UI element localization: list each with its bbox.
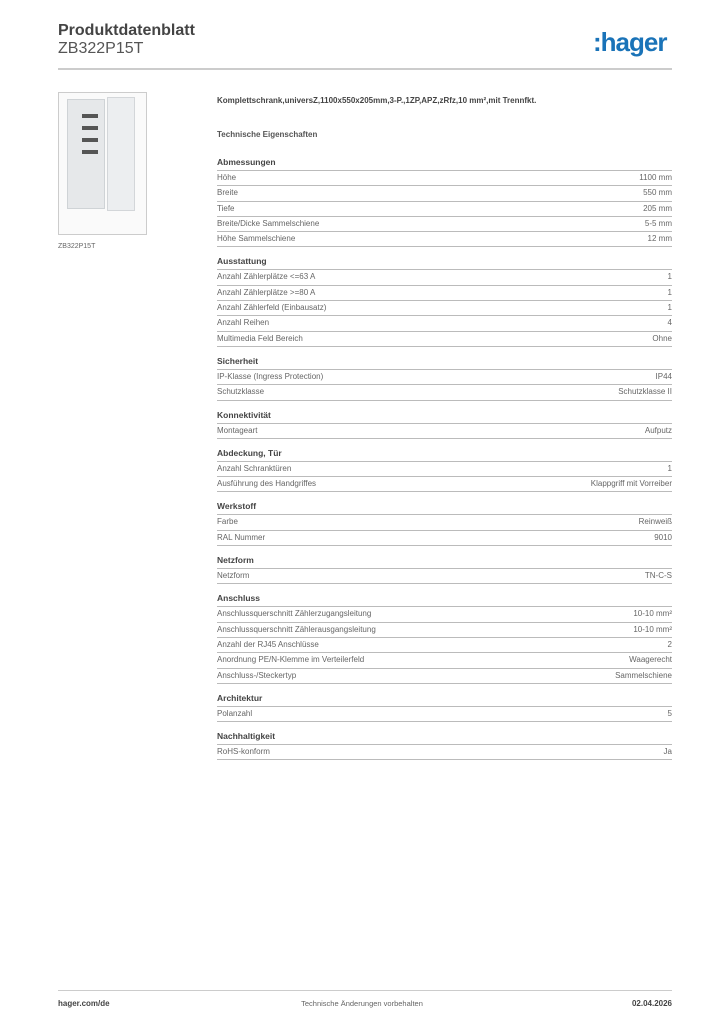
property-label: Schutzklasse bbox=[217, 387, 265, 397]
property-value: Ohne bbox=[652, 333, 672, 343]
property-label: IP-Klasse (Ingress Protection) bbox=[217, 371, 324, 381]
footer-website[interactable]: hager.com/de bbox=[58, 999, 110, 1008]
image-caption: ZB322P15T bbox=[58, 243, 96, 250]
property-label: Anzahl Schranktüren bbox=[217, 463, 292, 473]
property-label: Anschlussquerschnitt Zählerzugangsleitung bbox=[217, 609, 372, 619]
property-value: 1 bbox=[667, 303, 672, 313]
table-row bbox=[217, 370, 672, 385]
property-value: Schutzklasse II bbox=[618, 387, 672, 397]
section-heading: Ausstattung bbox=[217, 254, 672, 270]
property-value: 2 bbox=[667, 639, 672, 649]
property-label: Breite bbox=[217, 188, 238, 198]
property-section bbox=[217, 408, 672, 439]
property-section bbox=[217, 354, 672, 401]
property-section bbox=[217, 254, 672, 346]
table-row bbox=[217, 171, 672, 186]
property-value: IP44 bbox=[655, 371, 672, 381]
table-row bbox=[217, 653, 672, 668]
property-value: 1100 mm bbox=[639, 173, 672, 182]
table-row bbox=[217, 531, 672, 546]
section-heading: Werkstoff bbox=[217, 499, 672, 515]
property-section bbox=[217, 553, 672, 584]
property-value: 1 bbox=[667, 272, 672, 282]
property-label: Anschluss-/Steckertyp bbox=[217, 670, 297, 680]
property-label: Breite/Dicke Sammelschiene bbox=[217, 218, 320, 228]
section-title: Technische Eigenschaften bbox=[217, 130, 318, 139]
property-value: Waagerecht bbox=[629, 655, 672, 665]
cabinet-body bbox=[67, 99, 105, 209]
property-value: 205 mm bbox=[643, 203, 672, 213]
property-value: 9010 bbox=[654, 532, 672, 542]
property-value: 4 bbox=[667, 318, 672, 328]
property-section bbox=[217, 729, 672, 760]
property-value: 1 bbox=[667, 463, 672, 473]
property-label: Anzahl der RJ45 Anschlüsse bbox=[217, 639, 319, 649]
product-image bbox=[58, 92, 147, 235]
property-label: Anzahl Zählerplätze >=80 A bbox=[217, 287, 316, 297]
property-value: 5 bbox=[667, 708, 672, 718]
footer-notice: Technische Änderungen vorbehalten bbox=[301, 999, 423, 1008]
property-label: Anzahl Zählerfeld (Einbausatz) bbox=[217, 303, 327, 313]
property-section bbox=[217, 499, 672, 546]
property-label: Anzahl Reihen bbox=[217, 318, 270, 328]
property-label: Anschlussquerschnitt Zählerausgangsleitung bbox=[217, 624, 376, 634]
property-label: Multimedia Feld Bereich bbox=[217, 333, 303, 343]
property-value: TN-C-S bbox=[644, 571, 672, 581]
header-divider bbox=[58, 68, 672, 70]
property-value: 1 bbox=[667, 287, 672, 297]
table-row bbox=[217, 202, 672, 217]
property-value: 12 mm bbox=[647, 234, 672, 244]
table-row bbox=[217, 270, 672, 285]
table-row bbox=[217, 477, 672, 492]
property-label: Ausführung des Handgriffes bbox=[217, 479, 317, 489]
property-value: 10-10 mm² bbox=[633, 609, 672, 619]
section-heading: Netzform bbox=[217, 553, 672, 569]
page-title: Produktdatenblatt bbox=[58, 22, 195, 39]
property-section bbox=[217, 591, 672, 683]
property-value: 10-10 mm² bbox=[633, 624, 672, 634]
section-heading: Sicherheit bbox=[217, 354, 672, 370]
property-value: Reinweiß bbox=[638, 517, 672, 527]
property-label: Netzform bbox=[217, 571, 250, 581]
table-row bbox=[217, 462, 672, 477]
table-row bbox=[217, 316, 672, 331]
product-description: Komplettschrank,universZ,1100x550x205mm,3-P.,1ZP,APZ,zRfz,10 mm²,mit Trennfkt. bbox=[217, 96, 537, 105]
table-row bbox=[217, 707, 672, 722]
property-section bbox=[217, 155, 672, 247]
section-heading: Abdeckung, Tür bbox=[217, 446, 672, 462]
property-value: Aufputz bbox=[644, 425, 672, 435]
property-value: Klappgriff mit Vorreiber bbox=[590, 479, 672, 489]
footer-divider bbox=[58, 990, 672, 991]
table-row bbox=[217, 424, 672, 439]
product-code: ZB322P15T bbox=[58, 40, 144, 57]
property-label: Tiefe bbox=[217, 203, 235, 213]
property-label: RAL Nummer bbox=[217, 532, 266, 542]
properties-table bbox=[217, 155, 672, 767]
property-label: Polanzahl bbox=[217, 708, 253, 718]
section-heading: Anschluss bbox=[217, 591, 672, 607]
table-row bbox=[217, 332, 672, 347]
table-row bbox=[217, 515, 672, 530]
property-label: Höhe Sammelschiene bbox=[217, 234, 296, 244]
property-label: RoHS-konform bbox=[217, 747, 270, 757]
table-row bbox=[217, 286, 672, 301]
table-row bbox=[217, 669, 672, 684]
table-row bbox=[217, 623, 672, 638]
section-heading: Architektur bbox=[217, 691, 672, 707]
hager-logo: :hager bbox=[593, 27, 667, 57]
property-value: 5-5 mm bbox=[644, 218, 672, 228]
property-label: Anordnung PE/N-Klemme im Verteilerfeld bbox=[217, 655, 365, 665]
table-row bbox=[217, 638, 672, 653]
section-heading: Abmessungen bbox=[217, 155, 672, 171]
property-label: Montageart bbox=[217, 425, 258, 435]
property-value: Sammelschiene bbox=[615, 670, 672, 680]
property-value: 550 mm bbox=[643, 188, 672, 198]
property-section bbox=[217, 446, 672, 493]
table-row bbox=[217, 301, 672, 316]
property-value: Ja bbox=[663, 747, 672, 757]
table-row bbox=[217, 569, 672, 584]
property-label: Farbe bbox=[217, 517, 238, 527]
table-row bbox=[217, 232, 672, 247]
table-row bbox=[217, 385, 672, 400]
property-label: Anzahl Zählerplätze <=63 A bbox=[217, 272, 316, 282]
table-row bbox=[217, 186, 672, 201]
section-heading: Nachhaltigkeit bbox=[217, 729, 672, 745]
cabinet-door bbox=[107, 97, 135, 211]
table-row bbox=[217, 607, 672, 622]
section-heading: Konnektivität bbox=[217, 408, 672, 424]
table-row bbox=[217, 745, 672, 760]
property-label: Höhe bbox=[217, 173, 237, 182]
table-row bbox=[217, 217, 672, 232]
footer-date: 02.04.2026 bbox=[631, 999, 672, 1008]
property-section bbox=[217, 691, 672, 722]
